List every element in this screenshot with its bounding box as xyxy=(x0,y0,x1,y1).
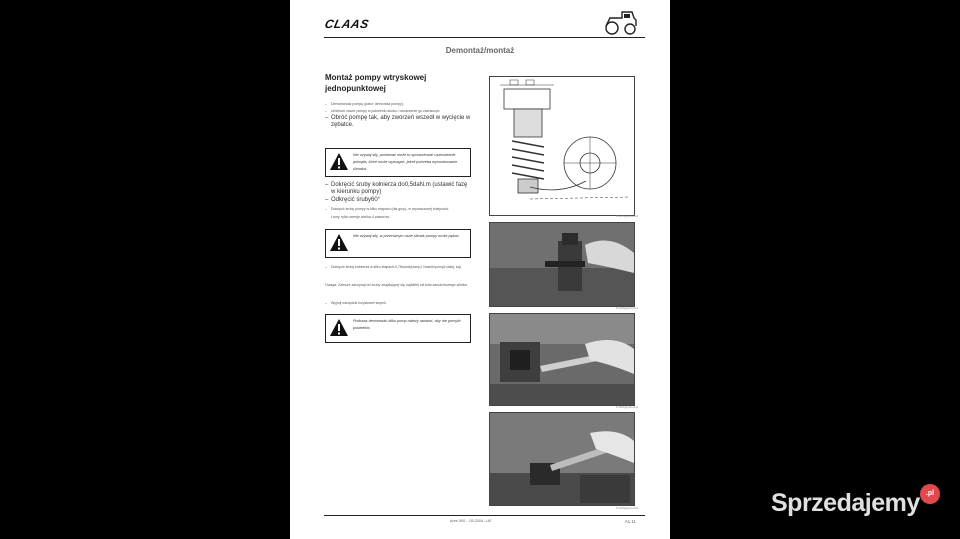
list-item: – Odkręcić śruby60° xyxy=(325,197,473,204)
list-item: – Umieścić zawór pompy w położeniu skoku / oznaczenie go zaznaczyć. xyxy=(325,108,473,114)
warning-box-3 xyxy=(325,314,471,343)
photo-pump-collar xyxy=(490,223,634,306)
section-header: Demontaż/montaż xyxy=(445,46,515,55)
warning-box-1 xyxy=(325,148,471,177)
footer-page-number: A1.11 xyxy=(624,519,636,524)
figure-code: Fro/Mg/pp/uo/o3 xyxy=(616,506,639,510)
steps-group-4 xyxy=(325,300,473,307)
note-line: Lewy, tylko wersje silnika 4 zaworów. xyxy=(331,215,390,219)
figure-photo-3 xyxy=(489,412,635,506)
procedure-title: Montaż pompy wtryskowej jednopunktowej xyxy=(325,73,427,93)
warning-triangle-icon xyxy=(329,152,349,171)
steps-group-3 xyxy=(325,264,473,271)
list-item: – Dokręcić śruby kołnierza do0,5daN.m (ustawić fazę w kierunku pompy) xyxy=(325,182,473,196)
list-item: – Wyjmij narzędzie łożyskowe stopek. xyxy=(325,300,473,306)
warning-text: Nie używaj siły, w przeciwnym razie ślimak pompy może pękać. xyxy=(353,234,460,238)
warning-text: Nie używaj siły, ponieważ może to spowodować uszkodzenie pokrętła, które może wymagać, jeżeli potrzeba wymontowanie ślimaka. xyxy=(353,153,458,171)
photo-ratchet xyxy=(490,413,634,505)
figure-photo-2 xyxy=(489,313,635,406)
steps-group-2-notes xyxy=(325,206,473,213)
figure-code: Fro/Mg/pp/uo/o1 xyxy=(616,306,639,310)
figure-pump-drawing xyxy=(489,76,635,216)
warning-text: Podczas demontażu kilku pomp należy uważać, aby nie pomylić podzielnic. xyxy=(353,319,461,330)
watermark-text: Sprzedajemy xyxy=(771,489,920,517)
figure-code: Fro/Mg/pp/uo/o2 xyxy=(616,405,639,409)
claas-logo: CLAAS xyxy=(323,17,371,31)
list-item: – Demontować pompę (patrz: demontaż pompy). xyxy=(325,101,473,107)
warning-box-2 xyxy=(325,229,471,258)
list-item: – Dokręcić śruby pompy w kilku etapach (dla grup), w wyznaczonej kolejności. xyxy=(325,206,473,212)
bottom-divider xyxy=(324,515,645,516)
figure-photo-1 xyxy=(489,222,635,307)
watermark-badge: .pl xyxy=(920,484,940,504)
pump-diagram xyxy=(490,77,634,215)
steps-group-1 xyxy=(325,101,473,130)
steps-group-2 xyxy=(325,182,473,205)
figure-code: Fro/Mg/pp/uo/o0 xyxy=(616,214,639,218)
manual-page xyxy=(290,0,670,539)
warning-triangle-icon xyxy=(329,233,349,252)
warning-triangle-icon xyxy=(329,318,349,337)
photo-wrench xyxy=(490,314,634,405)
list-item: – Obróć pompę tak, aby zworzeń wszedł w wycięcie w zębatce. xyxy=(325,115,473,129)
top-divider xyxy=(324,37,645,38)
footer-doc-ref: Ares 500 – 05.2004 –UE xyxy=(450,519,492,523)
tractor-icon xyxy=(600,8,640,36)
note-paragraph: Uwaga: Zawsze zaczynaj od śruby znajdującej się najbliżej od koła zamachowego silnika. xyxy=(325,283,468,287)
list-item: – Dokręcić śruby kołnierza w kilku etapach:0,7Nośnik/pomp1 Nośnik/pomp2 dalej, kąt. xyxy=(325,264,473,270)
